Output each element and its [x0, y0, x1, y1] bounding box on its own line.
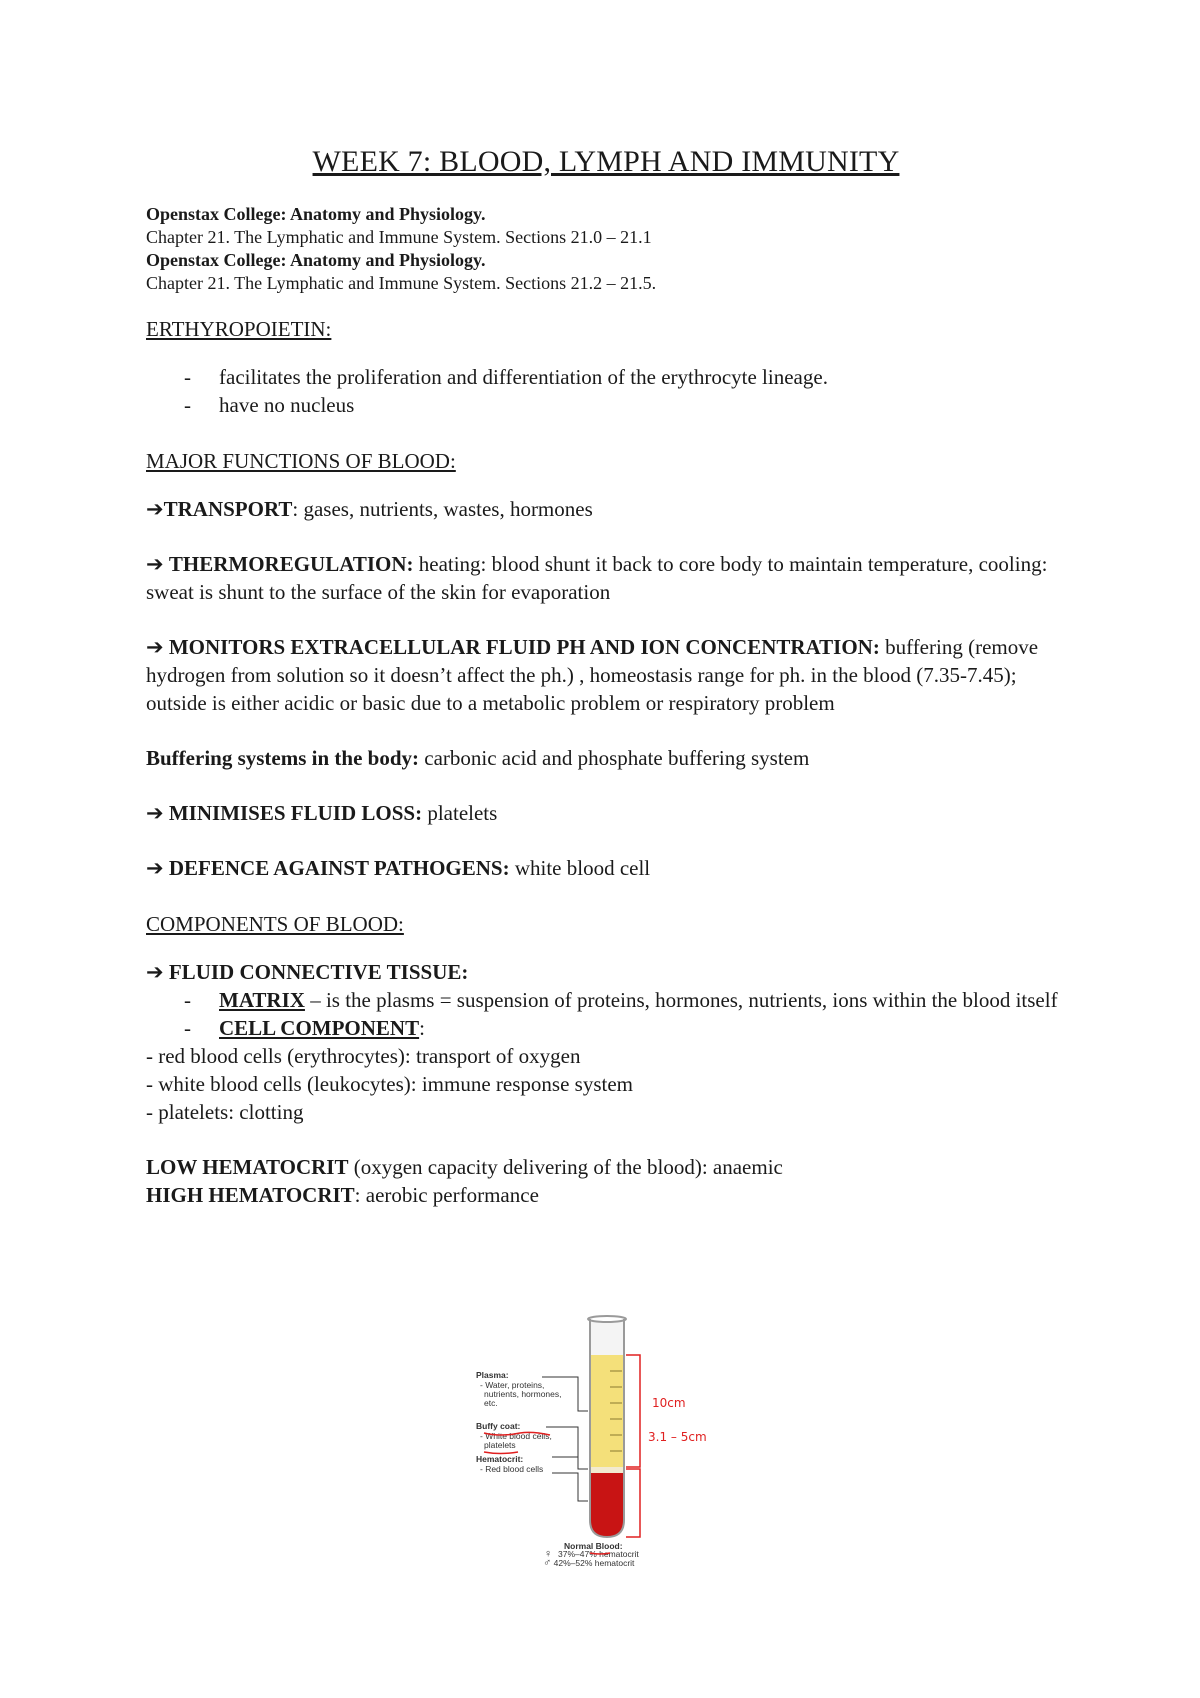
buffering-label: Buffering systems in the body:	[146, 746, 420, 770]
function-label: MINIMISES FLUID LOSS:	[168, 801, 423, 825]
plasma-line: etc.	[484, 1398, 498, 1408]
hemato-title: Hematocrit:	[476, 1454, 524, 1464]
tube-empty	[590, 1321, 624, 1355]
section-heading-erythropoietin: ERTHYROPOIETIN:	[146, 317, 332, 341]
high-hematocrit-text: : aerobic performance	[354, 1183, 539, 1207]
low-hematocrit-label: LOW HEMATOCRIT	[146, 1155, 349, 1179]
plasma-line: nutrients, hormones,	[484, 1389, 562, 1399]
high-hematocrit	[146, 1181, 1066, 1209]
arrow-icon: ➔	[146, 635, 164, 659]
hemato-line: - Red blood cells	[480, 1464, 544, 1474]
tube-red-cells	[590, 1473, 624, 1537]
function-text: white blood cell	[509, 856, 651, 880]
handwritten-note-range: 3.1 – 5cm	[648, 1430, 707, 1444]
list-item: - have no nucleus	[146, 391, 1066, 419]
male-hematocrit: 42%–52% hematocrit	[553, 1558, 635, 1568]
fct-label: FLUID CONNECTIVE TISSUE:	[168, 960, 469, 984]
arrow-icon: ➔	[146, 552, 164, 576]
normal-blood-title: Normal Blood:	[564, 1541, 623, 1551]
buffy-line: platelets	[484, 1440, 516, 1450]
function-label: TRANSPORT	[163, 497, 293, 521]
list-item: - facilitates the proliferation and differentiation of the erythrocyte lineage.	[146, 363, 1066, 391]
erythropoietin-list	[146, 363, 1066, 419]
function-text: : gases, nutrients, wastes, hormones	[292, 497, 593, 521]
function-label: DEFENCE AGAINST PATHOGENS:	[168, 856, 510, 880]
document-body	[146, 145, 1066, 1209]
buffy-line: - White blood cells,	[480, 1431, 552, 1441]
matrix-text: – is the plasms = suspension of proteins, hormones, nutrients, ions within the blood itself	[304, 988, 1058, 1012]
plasma-title: Plasma:	[476, 1370, 509, 1380]
cell-line: - platelets: clotting	[146, 1100, 304, 1124]
arrow-icon: ➔	[146, 801, 164, 825]
tube-plasma	[590, 1355, 624, 1467]
buffy-title: Buffy coat:	[476, 1421, 521, 1431]
arrow-icon: ➔	[146, 960, 164, 984]
reference-detail: Chapter 21. The Lymphatic and Immune System. Sections 21.0 – 21.1	[146, 227, 652, 247]
female-hematocrit: 37%–47% hematocrit	[558, 1549, 639, 1559]
function-label: MONITORS EXTRACELLULAR FLUID PH AND ION CONCENTRATION:	[168, 635, 880, 659]
low-hematocrit	[146, 1153, 1066, 1181]
reference-source: Openstax College: Anatomy and Physiology.	[146, 250, 486, 270]
male-hematocrit-row	[543, 1557, 634, 1569]
cell-line: - white blood cells (leukocytes): immune response system	[146, 1072, 633, 1096]
fluid-connective-tissue	[146, 958, 1066, 986]
buffering-text: carbonic acid and phosphate buffering system	[419, 746, 810, 770]
female-symbol: ♀	[544, 1548, 553, 1560]
function-text: heating: blood shunt it back to core body to maintain temperature, cooling: sweat is shunt to the surface of the skin for evaporation	[146, 552, 1048, 604]
matrix-label: MATRIX	[219, 988, 305, 1012]
arrow-icon: ➔	[146, 497, 164, 521]
cell-component-label: CELL COMPONENT	[219, 1016, 420, 1040]
high-hematocrit-label: HIGH HEMATOCRIT	[146, 1183, 355, 1207]
cell-line: - red blood cells (erythrocytes): transport of oxygen	[146, 1044, 581, 1068]
function-text: buffering (remove hydrogen from solution so it doesn’t affect the ph.) , homeostasis range for ph. in the blood (7.35-7.45); outside is either acidic or basic due to a metabolic problem or respiratory problem	[146, 635, 1039, 715]
handwritten-note-10cm: 10cm	[652, 1396, 686, 1410]
function-text: platelets	[422, 801, 498, 825]
section-heading-components: COMPONENTS OF BLOOD:	[146, 912, 404, 936]
function-defence	[146, 854, 1066, 882]
hematocrit-notes	[146, 1153, 1066, 1209]
references	[146, 203, 1066, 295]
function-monitors	[146, 633, 1066, 717]
function-transport	[146, 495, 1066, 523]
cell-component-suffix: :	[419, 1016, 425, 1040]
components-list	[146, 986, 1066, 1042]
reference-detail: Chapter 21. The Lymphatic and Immune System. Sections 21.2 – 21.5.	[146, 273, 657, 293]
arrow-icon: ➔	[146, 856, 164, 880]
section-heading-functions: MAJOR FUNCTIONS OF BLOOD:	[146, 449, 456, 473]
blood-tube-figure	[470, 1315, 740, 1560]
function-fluid-loss	[146, 799, 1066, 827]
buffering-systems	[146, 744, 1066, 772]
function-thermoregulation	[146, 550, 1066, 606]
page-title: WEEK 7: BLOOD, LYMPH AND IMMUNITY	[312, 145, 900, 178]
list-item-matrix	[146, 986, 1066, 1014]
plasma-line: - Water, proteins,	[480, 1380, 545, 1390]
low-hematocrit-text: (oxygen capacity delivering of the blood): anaemic	[348, 1155, 783, 1179]
list-item-cell-component	[146, 1014, 1066, 1042]
tube-rim	[588, 1316, 626, 1322]
tube-buffy-coat	[590, 1467, 624, 1473]
function-label: THERMOREGULATION:	[168, 552, 414, 576]
reference-source: Openstax College: Anatomy and Physiology.	[146, 204, 486, 224]
male-symbol: ♂	[543, 1557, 552, 1569]
